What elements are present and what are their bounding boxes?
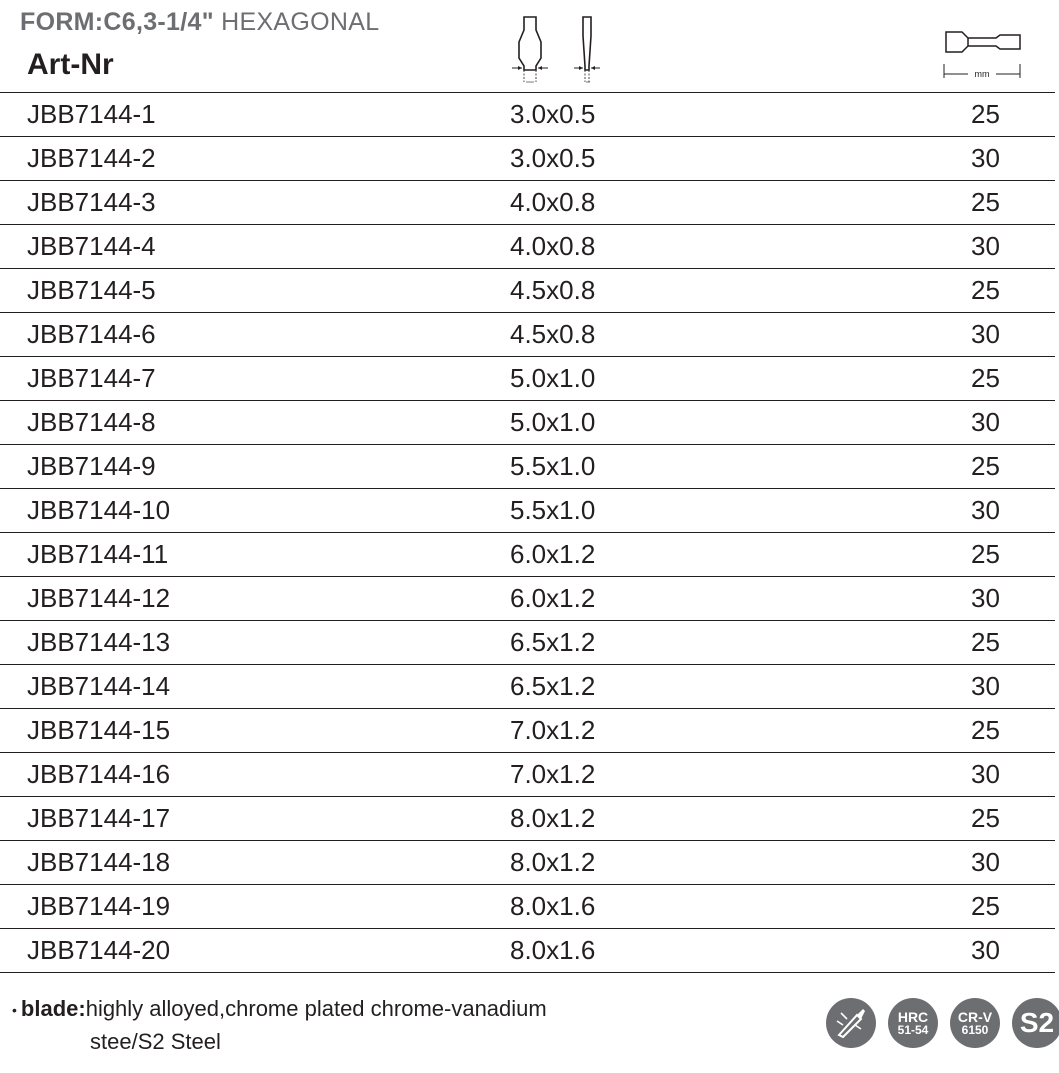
art-number-cell: JBB7144-2 [27,143,156,173]
length-cell: 25 [971,187,1000,217]
table-row [0,137,1055,181]
hrc-range: 51-54 [897,1023,929,1037]
table-row [0,841,1055,885]
length-cell: 25 [971,539,1000,569]
blade-size-cell: 8.0x1.2 [510,847,596,877]
length-unit-label: mm [974,69,990,79]
blade-size-cell: 6.0x1.2 [510,583,596,613]
hrc-badge [888,998,938,1048]
table-row [0,621,1055,665]
length-cell: 30 [971,143,1000,173]
form-title [20,8,379,37]
table-row [0,797,1055,841]
table-row [0,313,1055,357]
table-row [0,181,1055,225]
length-cell: 30 [971,847,1000,877]
blade-size-cell: 4.5x0.8 [510,319,596,349]
art-number-cell: JBB7144-9 [27,451,156,481]
table-row [0,445,1055,489]
crv-grade: 6150 [961,1023,989,1037]
table-row [0,885,1055,929]
table-row [0,401,1055,445]
blade-size-cell: 4.5x0.8 [510,275,596,305]
length-cell: 25 [971,627,1000,657]
table-row [0,753,1055,797]
note-bullet: • [12,1002,17,1019]
length-cell: 30 [971,231,1000,261]
length-cell: 30 [971,671,1000,701]
table-row [0,929,1055,973]
length-cell: 25 [971,891,1000,921]
art-number-cell: JBB7144-18 [27,847,171,877]
length-cell: 25 [971,715,1000,745]
flat-blade-thin-icon [572,16,602,86]
blade-size-cell: 7.0x1.2 [510,715,596,745]
hardened-tip-badge [826,998,876,1048]
art-number-cell: JBB7144-1 [27,99,156,129]
table-row [0,225,1055,269]
length-cell: 25 [971,803,1000,833]
blade-size-cell: 5.5x1.0 [510,451,596,481]
blade-size-cell: 3.0x0.5 [510,143,596,173]
flat-blade-wide-icon [508,16,552,86]
note-line2: stee/S2 Steel [90,1029,221,1054]
length-cell: 25 [971,363,1000,393]
table-row [0,357,1055,401]
crv-badge [950,998,1000,1048]
art-number-cell: JBB7144-13 [27,627,171,657]
art-nr-header: Art-Nr [27,48,114,81]
crv-label: CR-V [957,1009,993,1025]
blade-size-cell: 5.5x1.0 [510,495,596,525]
blade-size-cell: 6.0x1.2 [510,539,596,569]
note-label: blade: [20,996,86,1021]
art-number-cell: JBB7144-4 [27,231,156,261]
table-row [0,665,1055,709]
blade-size-cell: 8.0x1.6 [510,891,596,921]
length-cell: 30 [971,583,1000,613]
table-row [0,93,1055,137]
art-number-cell: JBB7144-5 [27,275,156,305]
blade-size-cell: 8.0x1.6 [510,935,596,965]
form-type: HEXAGONAL [213,8,380,36]
length-cell: 30 [971,495,1000,525]
blade-size-cell: 4.0x0.8 [510,231,596,261]
table-row [0,709,1055,753]
table-row [0,533,1055,577]
art-number-cell: JBB7144-10 [27,495,171,525]
hardened-tip-icon [831,1003,871,1043]
art-number-cell: JBB7144-6 [27,319,156,349]
hrc-label: HRC [897,1009,929,1025]
s2-label: S2 [1019,1007,1055,1038]
art-number-cell: JBB7144-11 [27,539,169,569]
blade-size-cell: 3.0x0.5 [510,99,596,129]
length-cell: 25 [971,451,1000,481]
length-cell: 25 [971,275,1000,305]
material-badges [826,998,1059,1048]
blade-size-cell: 7.0x1.2 [510,759,596,789]
blade-size-cell: 6.5x1.2 [510,627,596,657]
form-code: FORM:C6,3-1/4" [20,8,214,36]
art-number-cell: JBB7144-15 [27,715,171,745]
art-number-cell: JBB7144-20 [27,935,171,965]
art-number-cell: JBB7144-14 [27,671,171,701]
s2-badge [1012,998,1059,1048]
length-cell: 30 [971,407,1000,437]
spec-table [0,92,1055,973]
length-cell: 30 [971,935,1000,965]
art-number-cell: JBB7144-19 [27,891,171,921]
art-number-cell: JBB7144-17 [27,803,171,833]
blade-size-cell: 5.0x1.0 [510,407,596,437]
note-line1: highly alloyed,chrome plated chrome-vanadium [85,996,547,1021]
art-number-cell: JBB7144-3 [27,187,156,217]
length-cell: 25 [971,99,1000,129]
length-cell: 30 [971,319,1000,349]
length-cell: 30 [971,759,1000,789]
art-number-cell: JBB7144-7 [27,363,156,393]
bit-length-icon [940,26,1024,82]
blade-size-cell: 6.5x1.2 [510,671,596,701]
blade-size-cell: 8.0x1.2 [510,803,596,833]
blade-size-cell: 5.0x1.0 [510,363,596,393]
blade-size-cell: 4.0x0.8 [510,187,596,217]
table-row [0,577,1055,621]
table-row [0,269,1055,313]
blade-note [12,996,547,1022]
art-number-cell: JBB7144-16 [27,759,171,789]
art-number-cell: JBB7144-12 [27,583,171,613]
table-row [0,489,1055,533]
art-number-cell: JBB7144-8 [27,407,156,437]
